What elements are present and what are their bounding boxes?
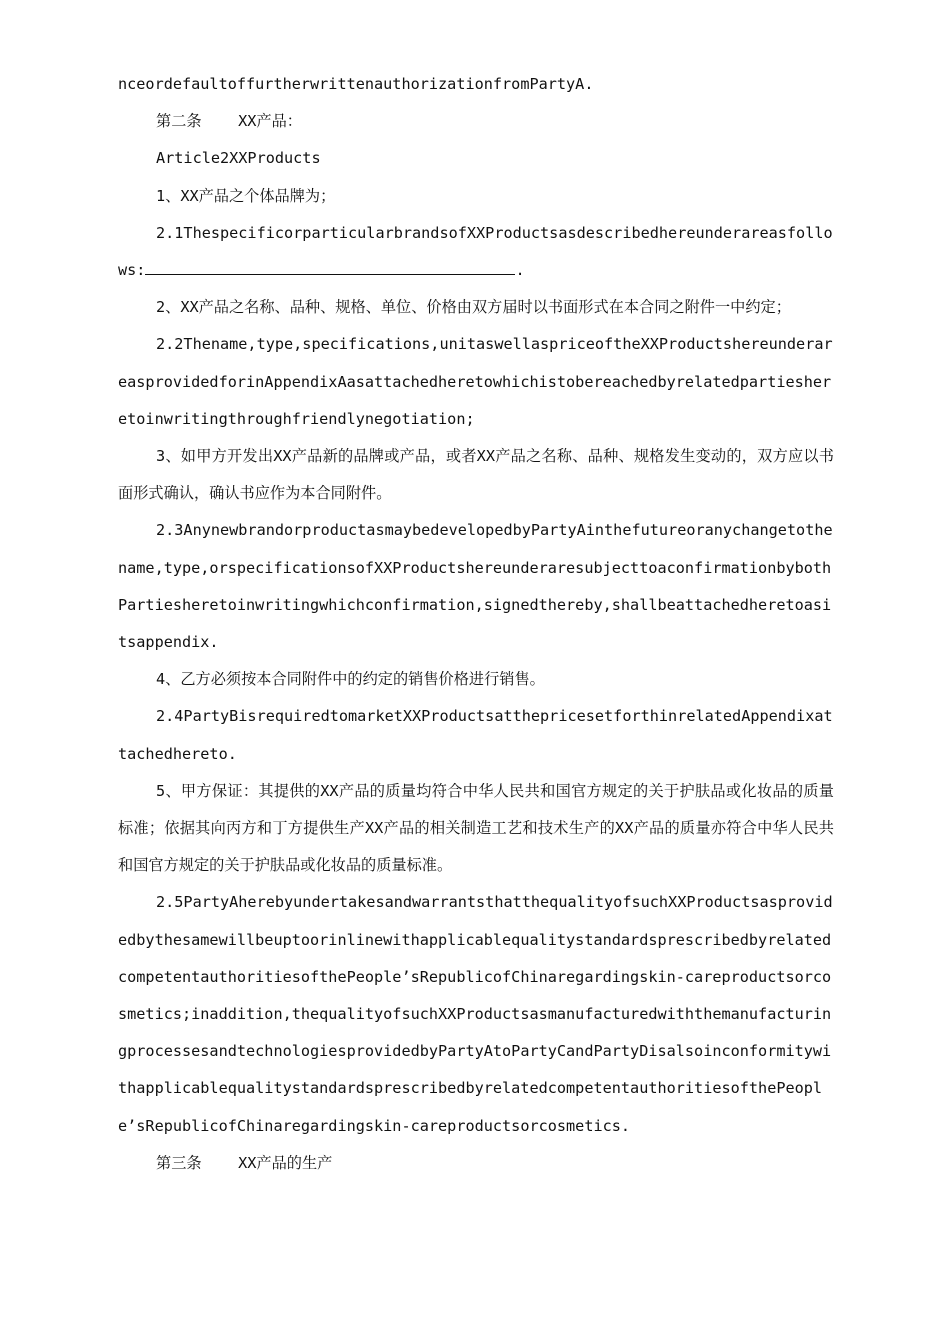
item-1-cn: 1、XX产品之个体品牌为；	[156, 186, 336, 205]
item-2-cn: 2、XX产品之名称、品种、规格、单位、价格由双方届时以书面形式在本合同之附件一中约定；	[156, 298, 791, 317]
item-3-en: 2.3AnynewbrandorproductasmaybedevelopedbyPartyAinthefutureoranychangetothename,type,orspecificationsofXXProductshereunderaresubjecttoaconfirmationbybothPartiesheretoinwritingwhichconfirmation,signedthereby,shallbeattachedheretoasitsappendix.	[118, 521, 833, 652]
item-1-en	[118, 215, 834, 289]
article-2-heading: 第二条 XX产品：	[156, 112, 302, 131]
item-1-en-end: .	[515, 261, 525, 280]
fill-in-blank-line	[145, 260, 515, 275]
item-4-en: 2.4PartyBisrequiredtomarketXXProductsatthepricesetforthinrelatedAppendixattachedhereto.	[118, 707, 833, 763]
item-1-en-text: 2.1ThespecificorparticularbrandsofXXProductsasdescribedhereunderareasfollows:	[118, 223, 833, 280]
item-2-en: 2.2Thename,type,specifications,unitaswellaspriceoftheXXProductshereunderareasprovidedforinAppendixAasattachedheretowhichistobereachedbyrelatedpartiesheretoinwritingthroughfriendlynegotiation;	[118, 335, 833, 428]
item-3-cn: 3、如甲方开发出XX产品新的品牌或产品，或者XX产品之名称、品种、规格发生变动的，双方应以书面形式确认，确认书应作为本合同附件。	[118, 447, 834, 503]
item-5-en: 2.5PartyAherebyundertakesandwarrantsthatthequalityofsuchXXProductsasprovidedbythesamewillbeuptoorinlinewithapplicablequalitystandardsprescribedbyrelatedcompetentauthoritiesofthePeople’sRepublicofChinaregardingskin-careproductsorcosmetics;inaddition,thequalityofsuchXXProductsasmanufacturedwiththemanufacturingprocessesandtechnologiesprovidedbyPartyAtoPartyCandPartyDisalsoinconformitywithapplicablequalitystandardsprescribedbyrelatedcompetentauthoritiesofthePeople’sRepublicofChinaregardingskin-careproductsorcosmetics.	[118, 893, 833, 1135]
article-2-heading-en: Article2XXProducts	[156, 149, 321, 168]
article-3-heading: 第三条 XX产品的生产	[156, 1153, 333, 1172]
item-5-cn: 5、甲方保证：其提供的XX产品的质量均符合中华人民共和国官方规定的关于护肤品或化妆品的质量标准；依据其向丙方和丁方提供生产XX产品的相关制造工艺和技术生产的XX产品的质量亦符合中华人民共和国官方规定的关于护肤品或化妆品的质量标准。	[118, 781, 834, 875]
document-page	[118, 66, 834, 1182]
paragraph-continuation: nceordefaultoffurtherwrittenauthorizationfromPartyA.	[118, 75, 594, 93]
item-4-cn: 4、乙方必须按本合同附件中的约定的销售价格进行销售。	[156, 670, 545, 689]
